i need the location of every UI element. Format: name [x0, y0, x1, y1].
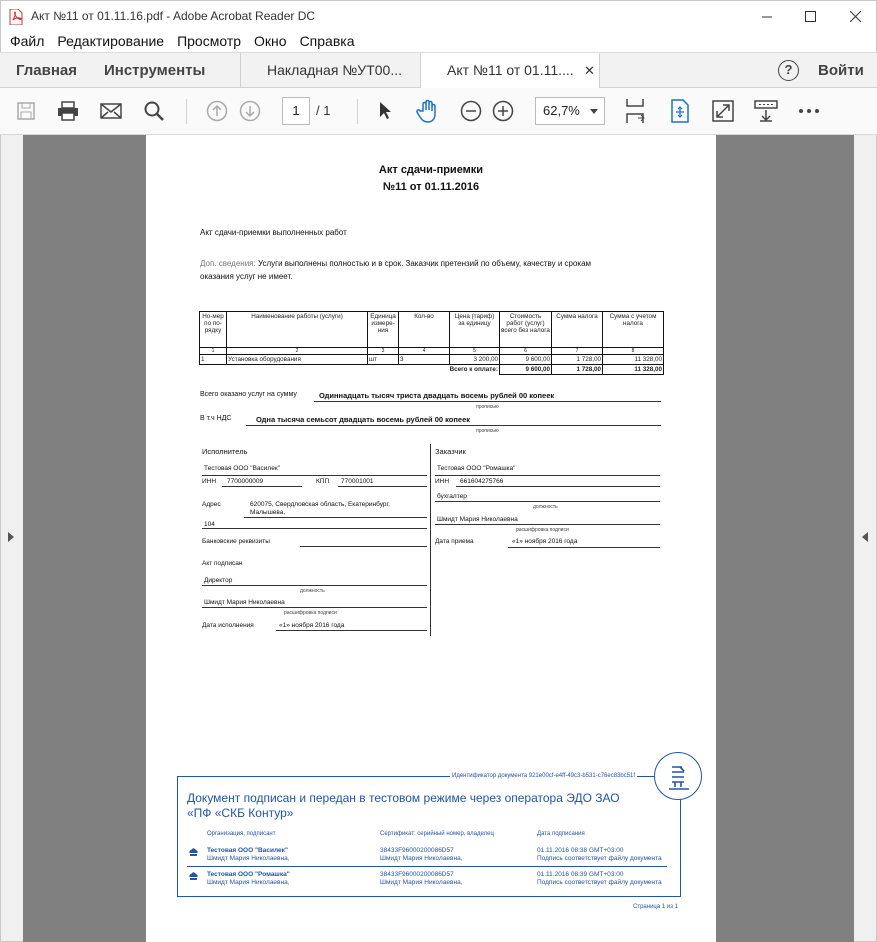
- col-number: 6: [500, 348, 552, 355]
- total-sum: 11 328,00: [603, 365, 664, 375]
- menu-file[interactable]: Файл: [10, 33, 45, 49]
- executor-addr: 104: [204, 521, 215, 528]
- cell-qty: 3: [399, 355, 450, 365]
- cell-cost: 9 600,00: [500, 355, 552, 365]
- page-scroll-icon: [624, 98, 646, 124]
- toolbar: [0, 88, 877, 135]
- help-button[interactable]: [778, 60, 799, 81]
- cell-name: Установка оборудования: [227, 355, 368, 365]
- tab-home[interactable]: Главная: [16, 62, 78, 79]
- save-icon: [16, 101, 36, 121]
- executor-heading: Исполнитель: [202, 447, 248, 456]
- signature-icon: [189, 872, 198, 881]
- col-number: 7: [552, 348, 603, 355]
- tab-tools[interactable]: Инструменты: [104, 62, 206, 79]
- caption: прописью: [476, 428, 499, 434]
- sign-note: Подпись соответствует файлу документа: [537, 879, 662, 886]
- column-divider: [430, 444, 431, 636]
- cell-tax: 1 728,00: [552, 355, 603, 365]
- customer-date: «1» ноября 2016 года: [512, 538, 578, 545]
- underline: [435, 524, 660, 525]
- page-count: / 1: [316, 103, 331, 118]
- th-qty: Кол-во: [399, 312, 450, 348]
- caption: должность: [300, 588, 325, 594]
- table-row: [200, 355, 664, 365]
- executor-kpp: 770001001: [341, 478, 374, 485]
- help-icon: ?: [784, 62, 793, 77]
- customer-org: Тестовая ООО "Ромашка": [437, 465, 516, 472]
- customer-name: Шмидт Мария Николаевна: [437, 516, 518, 523]
- maximize-button[interactable]: [788, 1, 832, 32]
- sign-note: Подпись соответствует файлу документа: [537, 855, 662, 862]
- search-button[interactable]: [141, 98, 167, 124]
- executor-date-label: Дата исполнения: [202, 622, 254, 629]
- doc-title: Акт сдачи-приемки: [378, 164, 484, 176]
- minimize-button[interactable]: [745, 1, 789, 32]
- chevron-down-icon: [590, 109, 598, 114]
- table-total-row: [200, 365, 664, 375]
- col-header: Дата подписания: [537, 831, 585, 837]
- zoom-out-button[interactable]: [458, 98, 484, 124]
- customer-heading: Заказчик: [435, 447, 466, 456]
- cert-serial: 38433F96000200086D57: [380, 871, 454, 878]
- menu-bar: [0, 31, 877, 53]
- fit-page-button[interactable]: [667, 98, 693, 124]
- page-footer: Страница 1 из 1: [633, 904, 678, 910]
- services-table: [199, 311, 664, 375]
- cell-price: 3 200,00: [450, 355, 500, 365]
- zoom-select[interactable]: [535, 97, 605, 125]
- cursor-arrow-icon: [377, 101, 393, 121]
- th-tax: Сумма налога: [552, 312, 603, 348]
- edo-signature-stamp: [177, 773, 681, 897]
- bank-label: Банковские реквизиты: [202, 538, 270, 545]
- tab-document-nakladnaya[interactable]: [240, 53, 420, 88]
- toolbar-divider: [186, 99, 187, 124]
- zoom-in-button[interactable]: [490, 98, 516, 124]
- executor-addr: 620075, Свердловская область, Екатеринбург,: [250, 501, 390, 508]
- caption: прописью: [476, 404, 499, 410]
- th-num: Но-мер по по-рядку: [200, 312, 227, 348]
- scrolling-mode-button[interactable]: [622, 98, 648, 124]
- signer-org: Тестовая ООО "Ромашка": [207, 871, 290, 878]
- customer-inn-label: ИНН: [435, 478, 450, 485]
- executor-position: Директор: [204, 577, 233, 584]
- read-mode-button[interactable]: [753, 98, 779, 124]
- arrow-down-circle-icon: [239, 100, 261, 122]
- zoom-in-icon: [492, 100, 514, 122]
- signin-button[interactable]: Войти: [818, 62, 864, 79]
- hand-tool-button[interactable]: [415, 98, 441, 124]
- col-number: 3: [368, 348, 399, 355]
- executor-inn: 7700000009: [227, 478, 264, 485]
- maximize-icon: [805, 11, 816, 22]
- cert-owner: Шмидт Мария Николаевна,: [380, 879, 463, 886]
- toolbar-divider: [357, 99, 358, 124]
- col-number: 1: [200, 348, 227, 355]
- col-header: Сертификат: серийный номер, владелец: [380, 831, 494, 837]
- cert-owner: Шмидт Мария Николаевна,: [380, 855, 463, 862]
- sum-words: Одиннадцать тысяч триста двадцать восемь рублей 00 копеек: [319, 391, 555, 400]
- underline: [222, 486, 302, 487]
- edo-document-icon: [655, 753, 703, 801]
- underline: [456, 486, 660, 487]
- read-mode-icon: [754, 100, 778, 122]
- total-cost: 9 600,00: [500, 365, 552, 375]
- tab-bar: [0, 52, 877, 88]
- minimize-icon: [762, 11, 773, 22]
- document-id: Идентификатор документа 921e00cf-e4ff-49c3-b531-c76ec83bc51f: [452, 773, 636, 779]
- total-tax: 1 728,00: [552, 365, 603, 375]
- th-total: Сумма с учетом налога: [603, 312, 664, 348]
- menu-view[interactable]: Просмотр: [177, 33, 242, 49]
- signer-person: Шмидт Мария Николаевна,: [207, 879, 290, 886]
- tab-label: Накладная №УТ00...: [267, 62, 402, 78]
- underline: [435, 501, 660, 502]
- underline: [300, 546, 427, 547]
- extra-label: Доп. сведения:: [200, 259, 256, 268]
- col-number: 8: [603, 348, 664, 355]
- executor-org: Тестовая ООО "Василек": [204, 465, 280, 472]
- zoom-out-icon: [460, 100, 482, 122]
- extra-text-cont: оказания услуг не имеет.: [200, 272, 293, 281]
- tab-label: Акт №11 от 01.11....: [447, 62, 574, 78]
- tab-document-act[interactable]: [420, 53, 600, 89]
- th-unit: Единица измере-ния: [368, 312, 399, 348]
- zoom-value: 62,7%: [543, 103, 580, 118]
- col-number: 4: [399, 348, 450, 355]
- menu-help[interactable]: Справка: [299, 33, 355, 49]
- close-button[interactable]: [833, 1, 877, 32]
- executor-addr-label: Адрес: [202, 501, 221, 508]
- signer-person: Шмидт Мария Николаевна,: [207, 855, 290, 862]
- cert-serial: 38433F96000200086D57: [380, 847, 454, 854]
- caption: расшифровка подписи: [516, 527, 569, 533]
- underline: [202, 607, 427, 608]
- signed-label: Акт подписан: [202, 560, 243, 567]
- col-number: 5: [450, 348, 500, 355]
- right-panel-toggle-icon[interactable]: [862, 532, 868, 542]
- pdf-file-icon: [9, 9, 23, 25]
- vat-label: В т.ч НДС: [200, 415, 232, 422]
- col-number: 2: [227, 348, 368, 355]
- print-button[interactable]: [55, 98, 81, 124]
- expand-icon: [712, 100, 734, 122]
- underline: [202, 475, 427, 476]
- executor-addr: Малышева,: [250, 509, 286, 516]
- stamp-divider: [187, 866, 667, 867]
- caption: расшифровка подписи: [284, 610, 337, 616]
- customer-date-label: Дата приема: [435, 538, 474, 545]
- signature-icon: [189, 848, 198, 857]
- arrow-up-circle-icon: [206, 100, 228, 122]
- vat-words: Одна тысяча семьсот двадцать восемь рублей 00 копеек: [256, 415, 470, 424]
- customer-inn: 661604275766: [460, 478, 504, 485]
- left-panel-toggle-icon[interactable]: [8, 532, 14, 542]
- executor-inn-label: ИНН: [202, 478, 217, 485]
- page-number-input[interactable]: 1: [282, 97, 310, 125]
- underline: [246, 425, 661, 426]
- executor-kpp-label: КПП: [316, 478, 330, 485]
- underline: [244, 517, 427, 518]
- print-icon: [57, 101, 79, 121]
- stamp-heading: «ПФ «СКБ Контур»: [187, 806, 294, 820]
- more-tools-button[interactable]: [796, 98, 822, 124]
- menu-window[interactable]: Окно: [254, 33, 287, 49]
- more-icon: [798, 108, 820, 114]
- col-header: Организация, подписант: [207, 831, 276, 837]
- underline: [435, 475, 660, 476]
- underline: [508, 547, 660, 548]
- fit-page-icon: [670, 99, 690, 123]
- underline: [314, 401, 661, 402]
- hand-icon: [416, 99, 440, 123]
- search-icon: [144, 101, 164, 121]
- prev-page-button[interactable]: [204, 98, 230, 124]
- select-tool-button[interactable]: [372, 98, 398, 124]
- full-screen-button[interactable]: [710, 98, 736, 124]
- th-cost: Стоимость работ (услуг) всего без налога: [500, 312, 552, 348]
- tab-close-icon[interactable]: ✕: [584, 63, 595, 78]
- sum-label: Всего оказано услуг на сумму: [200, 391, 297, 398]
- underline: [202, 528, 427, 529]
- executor-date: «1» ноября 2016 года: [279, 622, 345, 629]
- title-bar: [0, 0, 877, 31]
- signer-org: Тестовая ООО "Василек": [207, 847, 288, 854]
- customer-position: бухгалтер: [437, 493, 467, 500]
- cell-num: 1: [200, 355, 227, 365]
- stamp-heading: Документ подписан и передан в тестовом режиме через оператора ЭДО ЗАО: [187, 791, 620, 805]
- executor-name: Шмидт Мария Николаевна: [204, 599, 285, 606]
- sign-date: 01.11.2016 08:38 GMT+03:00: [537, 847, 624, 854]
- sign-date: 01.11.2016 08:39 GMT+03:00: [537, 871, 624, 878]
- kontur-logo: [654, 752, 702, 800]
- menu-edit[interactable]: Редактирование: [57, 33, 165, 49]
- cell-unit: шт: [368, 355, 399, 365]
- doc-intro: Акт сдачи-приемки выполненных работ: [200, 228, 347, 237]
- cell-total: 11 328,00: [603, 355, 664, 365]
- window-title: Акт №11 от 01.11.16.pdf - Adobe Acrobat Reader DC: [31, 9, 316, 23]
- mail-icon: [100, 103, 122, 119]
- underline: [202, 585, 427, 586]
- extra-text: Услуги выполнены полностью и в срок. Заказчик претензий по объему, качеству и срокам: [257, 259, 592, 268]
- caption: должность: [533, 504, 558, 510]
- total-label: Всего к оплате:: [200, 365, 500, 375]
- underline: [338, 486, 427, 487]
- save-button[interactable]: [13, 98, 39, 124]
- email-button[interactable]: [98, 98, 124, 124]
- th-price: Цена (тариф) за единицу: [450, 312, 500, 348]
- next-page-button[interactable]: [237, 98, 263, 124]
- th-name: Наименование работы (услуги): [227, 312, 368, 348]
- underline: [276, 630, 427, 631]
- doc-subtitle: №11 от 01.11.2016: [382, 181, 480, 193]
- close-icon: [850, 11, 861, 22]
